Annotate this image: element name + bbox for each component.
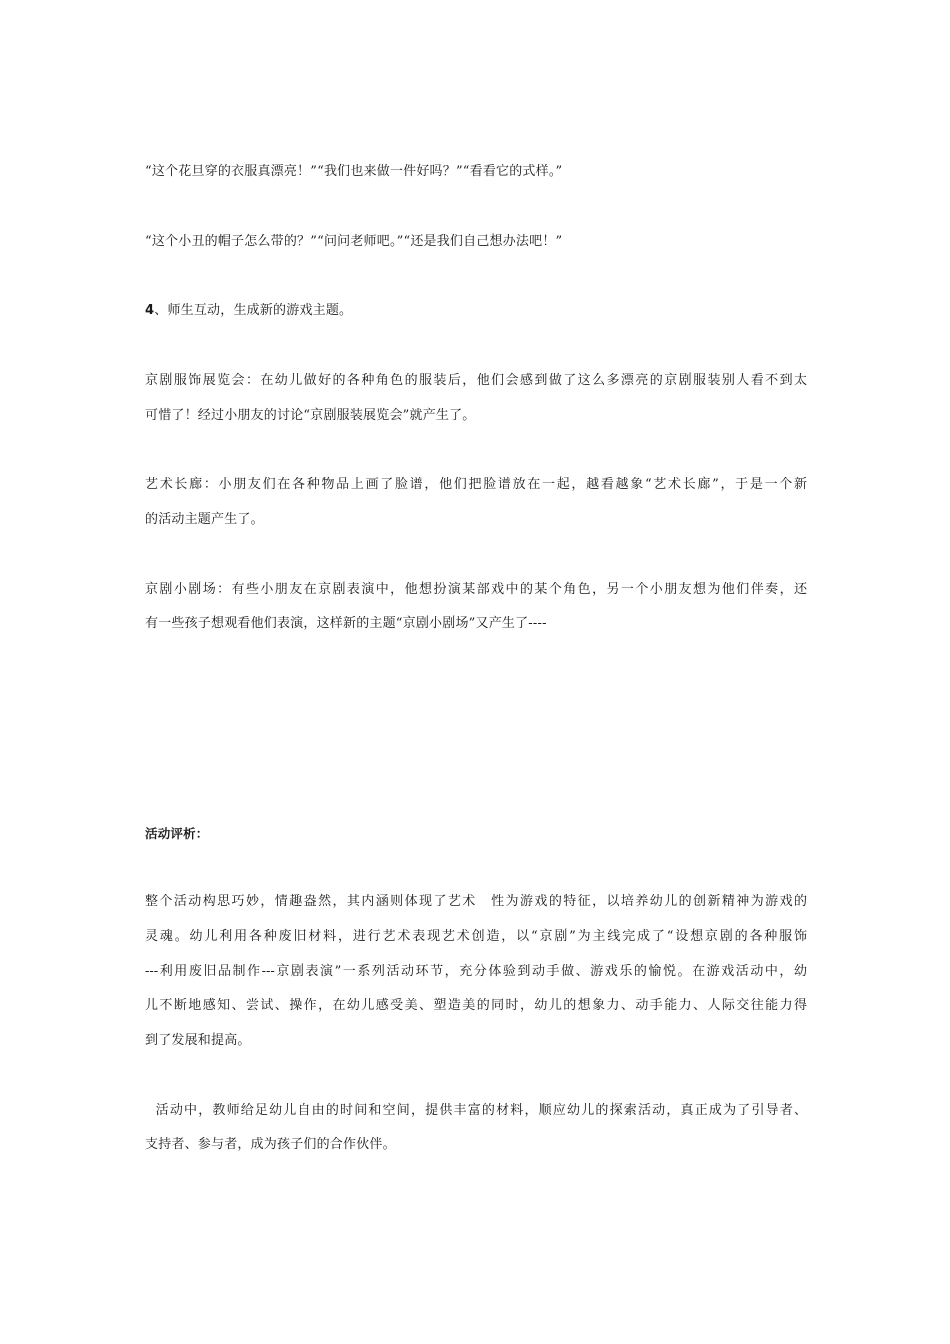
analysis-paragraph-line-4: 儿不断地感知、尝试、操作，在幼儿感受美、塑造美的同时，幼儿的想象力、动手能力、人际交往能力得 bbox=[145, 998, 807, 1013]
dialogue-line-costume: “这个花旦穿的衣服真漂亮！”“我们也来做一件好吗？”“看看它的式样。” bbox=[145, 164, 563, 179]
exhibition-paragraph-line-2: 可惜了！经过小朋友的讨论“京剧服装展览会”就产生了。 bbox=[145, 408, 476, 423]
exhibition-paragraph-line-1: 京剧服饰展览会：在幼儿做好的各种角色的服装后，他们会感到做了这么多漂亮的京剧服装别人看不到太 bbox=[145, 373, 807, 388]
gallery-paragraph-line-2: 的活动主题产生了。 bbox=[145, 512, 264, 527]
step-4-heading bbox=[145, 303, 352, 319]
step-text: 、师生互动，生成新的游戏主题。 bbox=[154, 303, 353, 318]
theater-paragraph-line-1: 京剧小剧场：有些小朋友在京剧表演中，他想扮演某部戏中的某个角色，另一个小朋友想为他们伴奏，还 bbox=[145, 582, 807, 597]
analysis-heading: 活动评析： bbox=[145, 826, 209, 841]
dialogue-line-clown-hat: “这个小丑的帽子怎么带的？”“问问老师吧。”“还是我们自己想办法吧！” bbox=[145, 234, 563, 249]
analysis-paragraph-line-5: 到了发展和提高。 bbox=[145, 1033, 251, 1048]
step-number: 4 bbox=[145, 303, 155, 318]
theater-paragraph-line-2: 有一些孩子想观看他们表演，这样新的主题“京剧小剧场”又产生了---- bbox=[145, 616, 547, 631]
gallery-paragraph-line-1: 艺术长廊：小朋友们在各种物品上画了脸谱，他们把脸谱放在一起，越看越象“艺术长廊”，于是一个新 bbox=[145, 477, 807, 492]
analysis-paragraph-line-2: 灵魂。幼儿利用各种废旧材料，进行艺术表现艺术创造，以“京剧”为主线完成了“设想京剧的各种服饰 bbox=[145, 929, 807, 944]
analysis-paragraph-line-3: ---利用废旧品制作---京剧表演”一系列活动环节，充分体验到动手做、游戏乐的愉悦。在游戏活动中，幼 bbox=[145, 964, 807, 979]
teacher-paragraph-line-1: 活动中，教师给足幼儿自由的时间和空间，提供丰富的材料，顺应幼儿的探索活动，真正成为了引导者、 bbox=[145, 1103, 807, 1118]
analysis-paragraph-line-1: 整个活动构思巧妙，情趣盎然，其内涵则体现了艺术 性为游戏的特征，以培养幼儿的创新精神为游戏的 bbox=[145, 894, 807, 909]
teacher-paragraph-line-2: 支持者、参与者，成为孩子们的合作伙伴。 bbox=[145, 1137, 396, 1152]
